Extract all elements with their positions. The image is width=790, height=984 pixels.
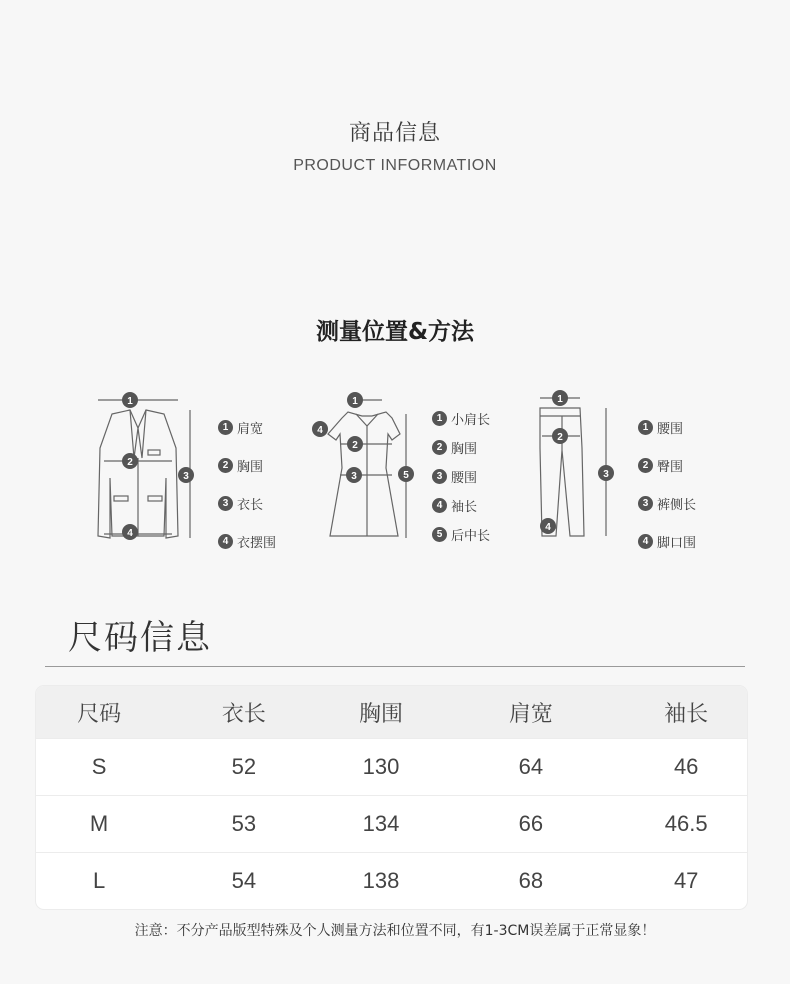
svg-text:2: 2 [127, 457, 133, 468]
number-badge: 2 [218, 458, 233, 473]
legend-label: 后中长 [451, 529, 491, 544]
pants-figure [528, 388, 728, 551]
jacket-diagram-icon [78, 388, 198, 548]
legend-item [638, 484, 696, 522]
legend-label: 裤侧长 [657, 497, 697, 513]
legend-label: 衣摆围 [237, 535, 277, 551]
divider [45, 666, 745, 667]
measurement-note: 注意：不分产品版型特殊及个人测量方法和位置不同，有1-3CM误差属于正常显象！ [134, 923, 656, 939]
legend-label: 臀围 [657, 459, 684, 475]
table-cell: 134 [326, 796, 437, 853]
table-cell: 66 [436, 796, 625, 853]
legend-label: 衣长 [237, 497, 264, 513]
svg-text:4: 4 [127, 528, 133, 539]
legend-item [432, 433, 490, 462]
legend-item [218, 522, 276, 560]
legend-label: 袖长 [451, 500, 478, 515]
number-badge: 1 [638, 420, 653, 435]
legend-item [432, 520, 490, 549]
measure-title: 测量位置&方法 [315, 319, 475, 345]
legend-item [638, 446, 696, 484]
table-cell: 52 [162, 739, 326, 796]
legend-label: 胸围 [237, 459, 264, 475]
legend-label: 腰围 [451, 471, 478, 486]
table-row [36, 739, 747, 796]
pants-legend [638, 408, 696, 560]
table-row [36, 853, 747, 910]
table-cell: L [36, 853, 162, 910]
table-cell: 54 [162, 853, 326, 910]
legend-label: 胸围 [451, 442, 478, 457]
number-badge: 5 [432, 527, 447, 542]
legend-item [638, 408, 696, 446]
svg-text:3: 3 [183, 471, 189, 482]
column-header: 肩宽 [436, 686, 625, 739]
svg-text:3: 3 [603, 469, 609, 480]
legend-item [638, 522, 696, 560]
section-title-en: PRODUCT INFORMATION [293, 157, 497, 174]
table-cell: 53 [162, 796, 326, 853]
table-cell: 68 [436, 853, 625, 910]
size-table [36, 686, 747, 909]
table-cell: 64 [436, 739, 625, 796]
number-badge: 4 [218, 534, 233, 549]
legend-label: 小肩长 [451, 413, 491, 428]
number-badge: 4 [638, 534, 653, 549]
jacket-figure [78, 388, 288, 551]
legend-item [218, 408, 276, 446]
table-header-row [36, 686, 747, 739]
number-badge: 4 [432, 498, 447, 513]
table-cell: M [36, 796, 162, 853]
dress-diagram-icon [308, 388, 418, 548]
table-cell: 47 [625, 853, 747, 910]
column-header: 胸围 [326, 686, 437, 739]
dress-figure [308, 388, 508, 548]
legend-item [432, 462, 490, 491]
table-cell: 130 [326, 739, 437, 796]
pants-diagram-icon [528, 388, 628, 548]
column-header: 尺码 [36, 686, 162, 739]
svg-text:1: 1 [127, 396, 133, 407]
table-cell: 138 [326, 853, 437, 910]
legend-item [432, 491, 490, 520]
svg-text:4: 4 [545, 522, 551, 533]
number-badge: 1 [432, 411, 447, 426]
legend-item [218, 446, 276, 484]
jacket-legend [218, 408, 276, 560]
table-cell: 46 [625, 739, 747, 796]
number-badge: 3 [432, 469, 447, 484]
svg-text:4: 4 [317, 425, 323, 436]
size-info-title: 尺码信息 [68, 618, 212, 658]
svg-text:1: 1 [352, 396, 358, 407]
dress-legend [432, 404, 490, 549]
table-cell: S [36, 739, 162, 796]
svg-text:5: 5 [403, 470, 409, 481]
table-row [36, 796, 747, 853]
table-cell: 46.5 [625, 796, 747, 853]
number-badge: 3 [638, 496, 653, 511]
number-badge: 1 [218, 420, 233, 435]
legend-item [218, 484, 276, 522]
column-header: 衣长 [162, 686, 326, 739]
svg-text:2: 2 [352, 440, 358, 451]
number-badge: 2 [432, 440, 447, 455]
legend-label: 脚口围 [657, 535, 697, 551]
section-title-cn: 商品信息 [348, 121, 441, 146]
legend-label: 肩宽 [237, 421, 264, 437]
svg-text:2: 2 [557, 432, 563, 443]
legend-item [432, 404, 490, 433]
number-badge: 3 [218, 496, 233, 511]
svg-text:3: 3 [351, 471, 357, 482]
number-badge: 2 [638, 458, 653, 473]
column-header: 袖长 [625, 686, 747, 739]
legend-label: 腰围 [657, 421, 684, 437]
svg-text:1: 1 [557, 394, 563, 405]
